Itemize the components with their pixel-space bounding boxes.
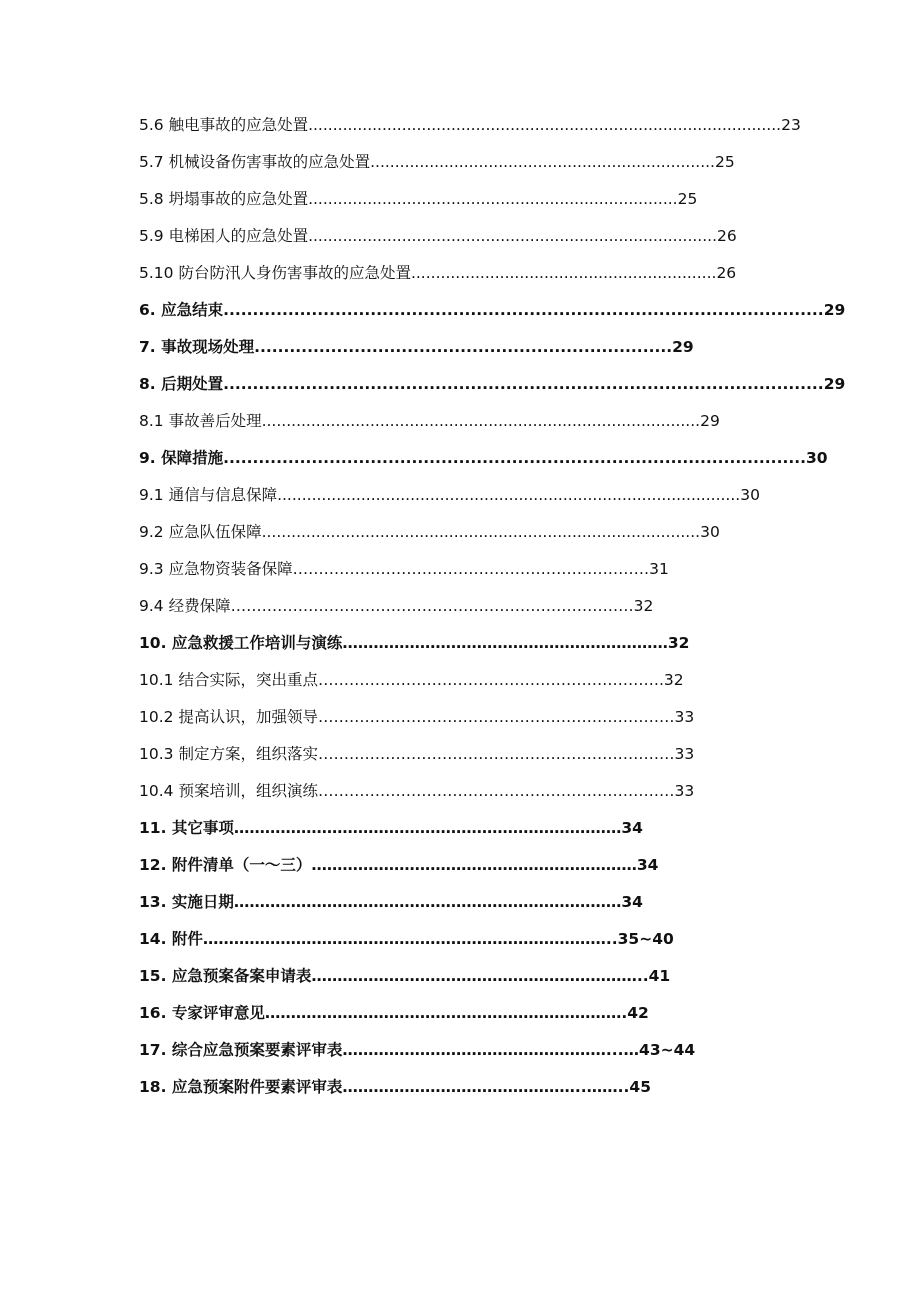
toc-page-number: 30 <box>700 523 720 541</box>
toc-page-number: 26 <box>716 264 737 282</box>
toc-entry <box>139 329 799 366</box>
toc-leader-dots: …………………………………………………………… <box>292 560 650 578</box>
toc-entry <box>139 292 846 329</box>
toc-leader-dots: ………………………………………………………………… <box>233 819 622 837</box>
toc-entry-title: 9. 保障措施 <box>139 449 224 467</box>
toc-page-number: 30 <box>740 486 760 504</box>
toc-entry-title: 17. 综合应急预案要素评审表 <box>139 1041 343 1059</box>
toc-page-number: 30 <box>806 449 828 467</box>
toc-page-number: 33 <box>674 708 695 726</box>
toc-entry-title: 5.9 电梯困人的应急处置 <box>139 227 309 245</box>
toc-entry-title: 5.10 防台防汛人身伤害事故的应急处置 <box>139 264 411 282</box>
toc-leader-dots: …………………………………………………………………….. <box>202 930 618 948</box>
toc-leader-dots: ...................................................................... <box>370 153 715 171</box>
toc-page-number: 29 <box>672 338 694 356</box>
toc-entry <box>139 625 799 662</box>
toc-leader-dots: ...................................................................................................... <box>223 301 824 319</box>
toc-leader-dots: ................................................................................................... <box>223 449 807 467</box>
toc-leader-dots: ………………………………………..…….. <box>342 1078 630 1096</box>
toc-entry-title: 5.7 机械设备伤害事故的应急处置 <box>139 153 371 171</box>
toc-entry-title: 15. 应急预案备案申请表 <box>139 967 312 985</box>
toc-entry-title: 11. 其它事项 <box>139 819 234 837</box>
toc-entry-title: 9.2 应急队伍保障 <box>139 523 262 541</box>
toc-leader-dots: ........................................................................... <box>308 190 678 208</box>
toc-entry <box>139 440 828 477</box>
toc-entry <box>139 699 799 736</box>
toc-entry <box>139 477 799 514</box>
toc-entry <box>139 255 799 292</box>
toc-leader-dots: ...................................................................................................... <box>223 375 824 393</box>
toc-entry <box>139 847 799 884</box>
toc-entry-title: 8. 后期处置 <box>139 375 224 393</box>
toc-entry <box>139 1069 799 1106</box>
toc-page-number: 41 <box>648 967 671 985</box>
toc-entry-title: 9.1 通信与信息保障 <box>139 486 278 504</box>
toc-entry-title: 10.2 提高认识，加强领导 <box>139 708 318 726</box>
toc-entry-title: 5.6 触电事故的应急处置 <box>139 116 309 134</box>
toc-entry-title: 7. 事故现场处理 <box>139 338 255 356</box>
toc-entry-title: 9.4 经费保障 <box>139 597 231 615</box>
toc-leader-dots: ……………………………………………………… <box>311 856 637 874</box>
toc-leader-dots: ................................................................................................ <box>308 116 782 134</box>
toc-entry <box>139 181 799 218</box>
toc-entry-title: 10. 应急救援工作培训与演练 <box>139 634 343 652</box>
toc-page-number: 29 <box>700 412 720 430</box>
toc-entry <box>139 773 799 810</box>
toc-page-number: 33 <box>674 782 695 800</box>
toc-entry <box>139 588 799 625</box>
toc-page-number: 34 <box>621 819 643 837</box>
toc-page-number: 31 <box>649 560 669 578</box>
toc-leader-dots: ……………………………………………………… <box>342 634 668 652</box>
toc-entry <box>139 810 799 847</box>
toc-page-number: 25 <box>714 153 735 171</box>
toc-leader-dots: ................................................................................... <box>308 227 718 245</box>
toc-entry-title: 10.3 制定方案，组织落实 <box>139 745 318 763</box>
toc-entry <box>139 1032 799 1069</box>
toc-page-number: 32 <box>663 671 684 689</box>
toc-leader-dots: .............................................................................................. <box>277 486 741 504</box>
toc-page-number: 33 <box>674 745 695 763</box>
toc-entry <box>139 736 799 773</box>
toc-page-number: 32 <box>667 634 690 652</box>
toc-entry <box>139 144 799 181</box>
toc-entry-title: 8.1 事故善后处理 <box>139 412 262 430</box>
toc-page-number: 42 <box>627 1004 649 1022</box>
toc-page-number: 34 <box>636 856 659 874</box>
toc-entry <box>139 218 799 255</box>
toc-entry-title: 10.4 预案培训，组织演练 <box>139 782 318 800</box>
toc-leader-dots: …………………………………………………………………… <box>230 597 634 615</box>
toc-page-number: 43~44 <box>639 1041 696 1059</box>
toc-page-number: 25 <box>677 190 698 208</box>
toc-leader-dots: ……………………………………………………….. <box>311 967 649 985</box>
toc-entry <box>139 514 799 551</box>
toc-page-number: 26 <box>717 227 737 245</box>
toc-entry-title: 13. 实施日期 <box>139 893 234 911</box>
toc-page-number: 35~40 <box>617 930 674 948</box>
toc-page-number: 29 <box>823 301 846 319</box>
toc-entry-title: 5.8 坍塌事故的应急处置 <box>139 190 309 208</box>
toc-page-number: 29 <box>823 375 846 393</box>
toc-leader-dots: ……………………………………………...… <box>342 1041 640 1059</box>
toc-leader-dots: ....................................................................... <box>254 338 673 356</box>
toc-entry-title: 6. 应急结束 <box>139 301 224 319</box>
toc-entry <box>139 662 799 699</box>
toc-leader-dots: …………………………………………………………… <box>317 745 675 763</box>
toc-entry <box>139 107 799 144</box>
toc-entry-title: 12. 附件清单（一～三） <box>139 856 312 874</box>
toc-page-number: 34 <box>621 893 643 911</box>
toc-entry <box>139 403 799 440</box>
toc-entry <box>139 958 799 995</box>
toc-entry-title: 14. 附件 <box>139 930 203 948</box>
toc-leader-dots: ......................................................................................... <box>261 523 701 541</box>
table-of-contents <box>139 107 846 1106</box>
toc-entry-title: 10.1 结合实际，突出重点 <box>139 671 318 689</box>
toc-leader-dots: ......................................................................................... <box>261 412 701 430</box>
toc-leader-dots: ……………………………………………………………. <box>264 1004 628 1022</box>
toc-entry-title: 16. 专家评审意见 <box>139 1004 265 1022</box>
toc-leader-dots: …………………………………………………………… <box>317 782 675 800</box>
toc-page-number: 45 <box>629 1078 651 1096</box>
toc-entry-title: 18. 应急预案附件要素评审表 <box>139 1078 343 1096</box>
toc-entry <box>139 551 799 588</box>
toc-entry <box>139 366 846 403</box>
toc-leader-dots: …………………………………………………………. <box>317 671 664 689</box>
toc-page-number: 23 <box>781 116 801 134</box>
toc-entry-title: 9.3 应急物资装备保障 <box>139 560 293 578</box>
toc-page-number: 32 <box>633 597 654 615</box>
toc-leader-dots: …………………………………………………………… <box>317 708 675 726</box>
toc-entry <box>139 921 799 958</box>
toc-entry <box>139 995 799 1032</box>
toc-entry <box>139 884 799 921</box>
toc-leader-dots: .............................................................. <box>410 264 717 282</box>
toc-leader-dots: ………………………………………………………………… <box>233 893 622 911</box>
